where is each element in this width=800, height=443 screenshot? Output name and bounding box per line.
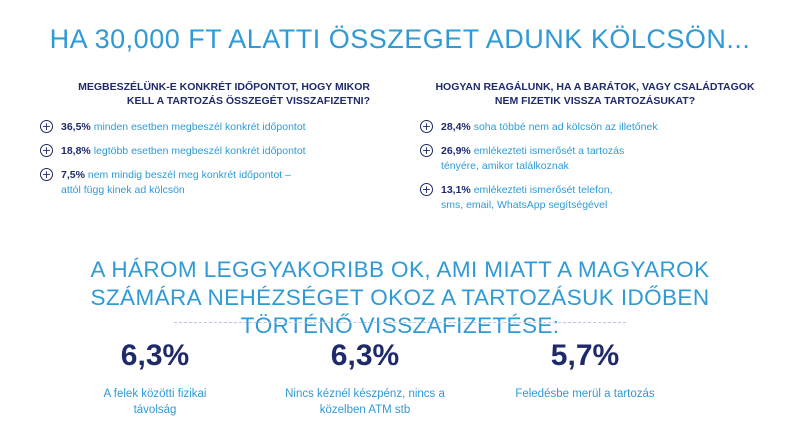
stat-value: 6,3% — [120, 339, 190, 372]
list-item — [40, 168, 380, 198]
reasons-title — [0, 256, 800, 340]
item-percent: 13,1% — [441, 184, 471, 196]
list-item — [420, 120, 770, 135]
stat-value: 6,3% — [330, 339, 400, 372]
right-question: HOGYAN REAGÁLUNK, HA A BARÁTOK, VAGY CSALÁDTAGOK NEM FIZETIK VISSZA TARTOZÁSUKAT? — [435, 81, 755, 107]
list-item — [420, 183, 770, 213]
left-question: MEGBESZÉLÜNK-E KONKRÉT IDŐPONTOT, HOGY MIKOR KELL A TARTOZÁS ÖSSZEGÉT VISSZAFIZETNI? — [78, 81, 370, 107]
item-text: emlékezteti ismerősét telefon, sms, email, WhatsApp segítségével — [441, 184, 613, 211]
stat-card — [490, 338, 680, 402]
item-text: nem mindig beszél meg konkrét időpontot – attól függ kinek ad kölcsön — [61, 169, 291, 196]
item-text: legtöbb esetben megbeszél konkrét időpontot — [90, 145, 306, 157]
item-percent: 26,9% — [441, 145, 471, 157]
list-item — [420, 144, 770, 174]
stat-card — [60, 338, 250, 418]
list-item — [40, 144, 380, 159]
stat-value: 5,7% — [550, 339, 620, 372]
plus-circle-icon: + — [41, 120, 52, 133]
right-column — [420, 80, 770, 222]
reasons-title-text: A HÁROM LEGGYAKORIBB OK, AMI MIATT A MAGYAROK SZÁMÁRA NEHÉZSÉGET OKOZ A TARTOZÁSUK IDŐBEN TÖRTÉNŐ VISSZAFIZETÉSE: — [90, 257, 710, 338]
item-percent: 7,5% — [61, 169, 85, 181]
stat-card — [270, 338, 460, 418]
item-text: soha többé nem ad kölcsön az illetőnek — [470, 121, 658, 133]
item-percent: 36,5% — [61, 121, 91, 133]
stat-description: A felek közötti fizikai távolság — [103, 388, 207, 416]
plus-circle-icon: + — [41, 144, 52, 157]
plus-circle-icon: + — [41, 168, 52, 181]
item-text: minden esetben megbeszél konkrét időpontot — [90, 121, 306, 133]
stat-description: Feledésbe merül a tartozás — [515, 388, 655, 400]
item-percent: 18,8% — [61, 145, 91, 157]
stat-description: Nincs kéznél készpénz, nincs a közelben ATM stb — [285, 388, 445, 416]
list-item — [40, 120, 380, 135]
item-percent: 28,4% — [441, 121, 471, 133]
plus-circle-icon: + — [421, 144, 432, 157]
plus-circle-icon: + — [421, 120, 432, 133]
item-text: emlékezteti ismerősét a tartozás tényére, amikor találkoznak — [441, 145, 625, 172]
page-title: HA 30,000 FT ALATTI ÖSSZEGET ADUNK KÖLCSÖN... — [49, 24, 751, 54]
divider — [174, 322, 626, 323]
plus-circle-icon: + — [421, 183, 432, 196]
left-column — [40, 80, 380, 207]
